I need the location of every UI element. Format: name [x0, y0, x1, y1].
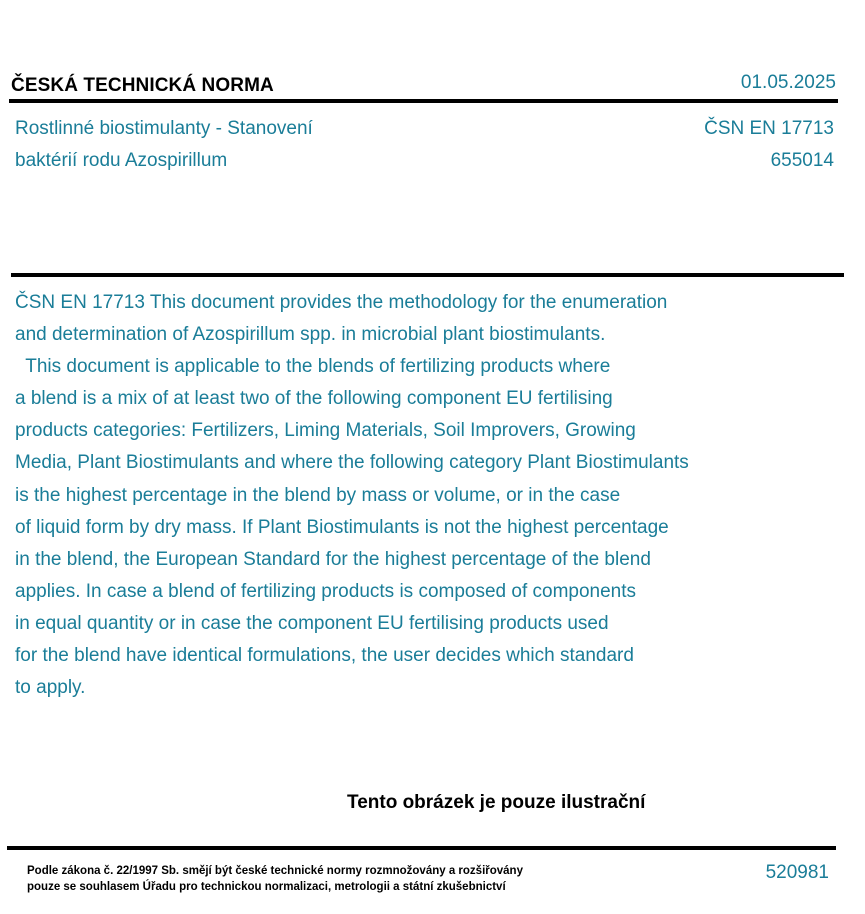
publication-date: 01.05.2025: [740, 72, 836, 93]
legal-notice-line-1: Podle zákona č. 22/1997 Sb. smějí být české technické normy rozmnožovány a rozšiřovány: [27, 865, 523, 877]
class-number: 655014: [770, 150, 834, 171]
abstract-line: for the blend have identical formulations, the user decides which standard: [15, 645, 634, 667]
abstract-line: to apply.: [15, 677, 86, 699]
abstract-line: in equal quantity or in case the component EU fertilising products used: [15, 612, 609, 634]
abstract-line: products categories: Fertilizers, Liming Materials, Soil Improvers, Growing: [15, 420, 636, 442]
header-divider: [9, 99, 838, 103]
abstract-line: Media, Plant Biostimulants and where the following category Plant Biostimulants: [15, 452, 689, 474]
abstract-line: is the highest percentage in the blend by mass or volume, or in the case: [15, 484, 621, 506]
abstract-text: [15, 287, 815, 704]
legal-notice-line-2: pouze se souhlasem Úřadu pro technickou normalizaci, metrologii a státní zkušebnictví: [27, 881, 506, 893]
standard-code: ČSN EN 17713: [704, 118, 834, 139]
document-number: 520981: [765, 862, 829, 883]
standard-title-line-2: baktérií rodu Azospirillum: [15, 150, 228, 171]
title-divider: [11, 273, 844, 277]
footer-divider: [7, 846, 836, 850]
legal-notice: [27, 863, 523, 895]
abstract-line: This document is applicable to the blends of fertilizing products where: [15, 356, 611, 378]
norm-header-title: ČESKÁ TECHNICKÁ NORMA: [11, 75, 274, 96]
abstract-line: in the blend, the European Standard for the highest percentage of the blend: [15, 548, 651, 570]
abstract-line: ČSN EN 17713 This document provides the methodology for the enumeration: [15, 292, 668, 313]
abstract-line: a blend is a mix of at least two of the following component EU fertilising: [15, 388, 613, 410]
abstract-line: and determination of Azospirillum spp. in microbial plant biostimulants.: [15, 324, 606, 346]
standard-title-line-1: Rostlinné biostimulanty - Stanovení: [15, 118, 313, 139]
abstract-line: of liquid form by dry mass. If Plant Biostimulants is not the highest percentage: [15, 516, 669, 538]
illustration-note: Tento obrázek je pouze ilustrační: [347, 792, 646, 813]
abstract-line: applies. In case a blend of fertilizing products is composed of components: [15, 580, 637, 602]
